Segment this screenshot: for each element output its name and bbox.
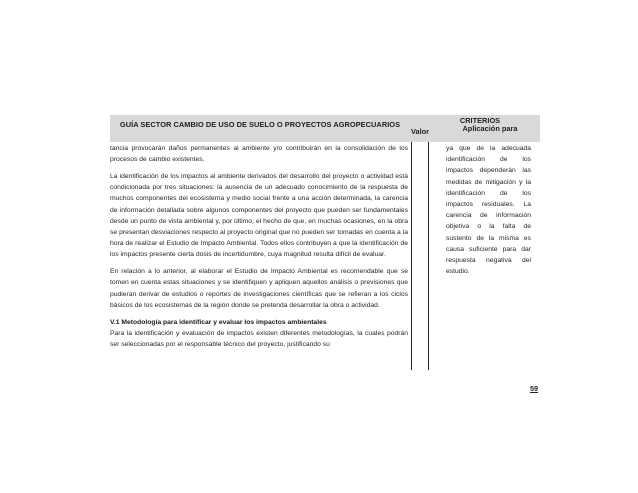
criteria-title: CRITERIOS — [459, 116, 501, 125]
paragraph: tancia provocarán daños permanentes al ambiente y/o contribuirán en la consolidación de los procesos de cambio existentes. — [110, 145, 408, 164]
column-divider-right — [428, 142, 429, 370]
guide-title: GUÍA SECTOR CAMBIO DE USO DE SUELO O PROYECTOS AGROPECUARIOS — [119, 120, 401, 129]
paragraph: La identificación de los impactos al ambiente derivados del desarrollo del proyecto o actividad está condicionada por tres situaciones: la ausencia de un adecuado conocimiento de la respuesta de muchos componentes del ecosistema y medio social frente a una acción determinada, la carencia de información detallada sobre algunos componentes del proyecto que pueden ser fundamentales desde un punto de vista ambiental y, por último, el hecho de que, en muchas ocasiones, en la obra se presentan desviaciones respecto al proyecto original que no pueden ser tomadas en cuenta a la hora de realizar el Estudio de Impacto Ambiental. Todos ellos contribuyen a que la identificación de los impactos presente cierta dosis de incertidumbre, cuya magnitud resulta difícil de evaluar. — [110, 173, 408, 259]
page-number: 59 — [530, 384, 538, 393]
main-text-column — [110, 143, 408, 350]
section-paragraph: Para la identificación y evaluación de impactos existen diferentes metodologías, la cuales podrán ser seleccionadas por el responsable técnico del proyecto, justificando su — [110, 329, 408, 349]
column-divider-left — [411, 142, 412, 370]
column-header-valor: Valor — [410, 127, 430, 136]
column-header-aplicacion: Aplicación para — [462, 124, 518, 133]
criteria-text-column: ya que de la adecuada identificación de los impactos dependerán las medidas de mitigación y la identificación de los impactos residuales. La carencia de información objetiva o la falta de sustento de la misma es causa suficiente para dar respuesta negativa del estudio. — [446, 145, 531, 276]
section-heading: V.1 Metodología para identificar y evaluar los impactos ambientales — [110, 318, 327, 326]
paragraph: En relación a lo anterior, al elaborar el Estudio de Impacto Ambiental es recomendable que se tomen en cuenta estas situaciones y se identifiquen y apliquen aquellos análisis o previsiones que pudieran derivar de estudios o reportes de investigaciones científicas que se refieran a los ciclos básicos de los ecosistemas de la región donde se pretenda desarrollar la obra o actividad. — [110, 268, 408, 309]
